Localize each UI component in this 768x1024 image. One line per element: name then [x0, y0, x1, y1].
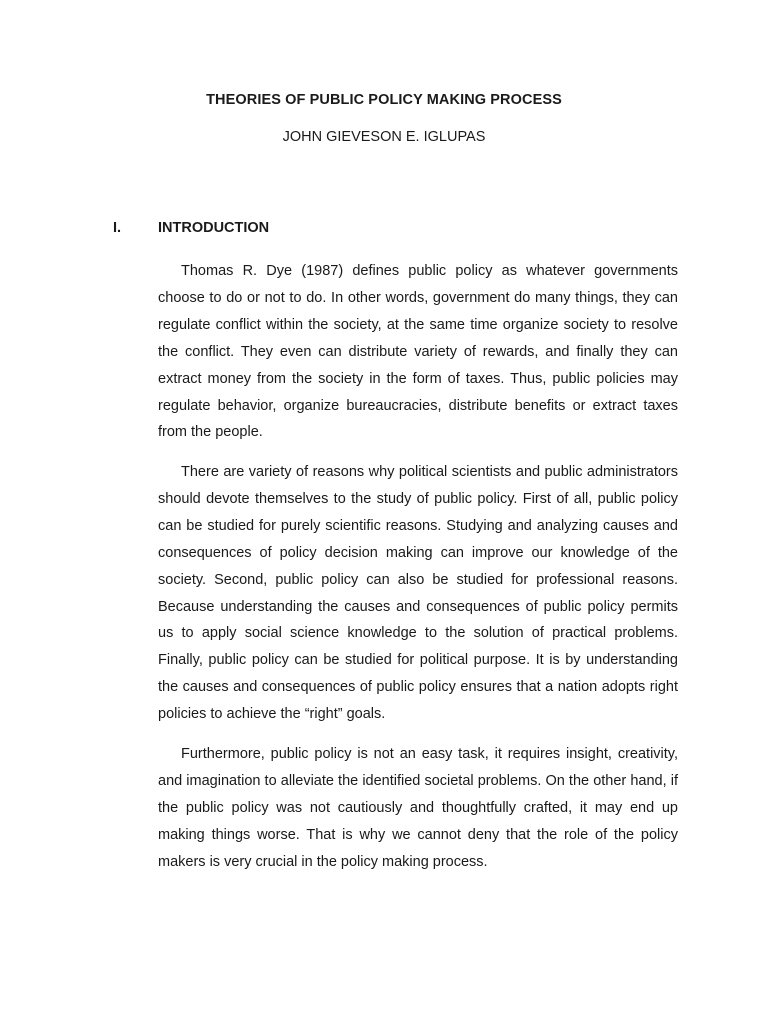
document-title: THEORIES OF PUBLIC POLICY MAKING PROCESS — [206, 92, 562, 108]
section-heading: INTRODUCTION — [158, 220, 270, 236]
paragraph-3: Furthermore, public policy is not an easy task, it requires insight, creativity, and imagination to alleviate the identified societal problems. On the other hand, if the public policy was not cautiously and thoughtfully crafted, it may end up making things worse. That is why we cannot deny that the role of the policy makers is very crucial in the policy making process. — [158, 746, 678, 870]
document-author: JOHN GIEVESON E. IGLUPAS — [282, 129, 486, 145]
section-number: I. — [113, 220, 122, 236]
paragraph-1: Thomas R. Dye (1987) defines public policy as whatever governments choose to do or not to do. In other words, government do many things, they can regulate conflict within the society, at the same time organize society to resolve the conflict. They even can distribute variety of rewards, and finally they can extract money from the society in the form of taxes. Thus, public policies may regulate behavior, organize bureaucracies, distribute benefits or extract taxes from the people. — [158, 263, 678, 441]
paragraph-2: There are variety of reasons why political scientists and public administrators should devote themselves to the study of public policy. First of all, public policy can be studied for purely scientific reasons. Studying and analyzing causes and consequences of policy decision making can improve our knowledge of the society. Second, public policy can also be studied for professional reasons. Because understanding the causes and consequences of public policy permits us to apply social science knowledge to the solution of practical problems. Finally, public policy can be studied for political purpose. It is by understanding the causes and consequences of public policy ensures that a nation adopts right policies to achieve the “right” goals. — [158, 464, 678, 723]
